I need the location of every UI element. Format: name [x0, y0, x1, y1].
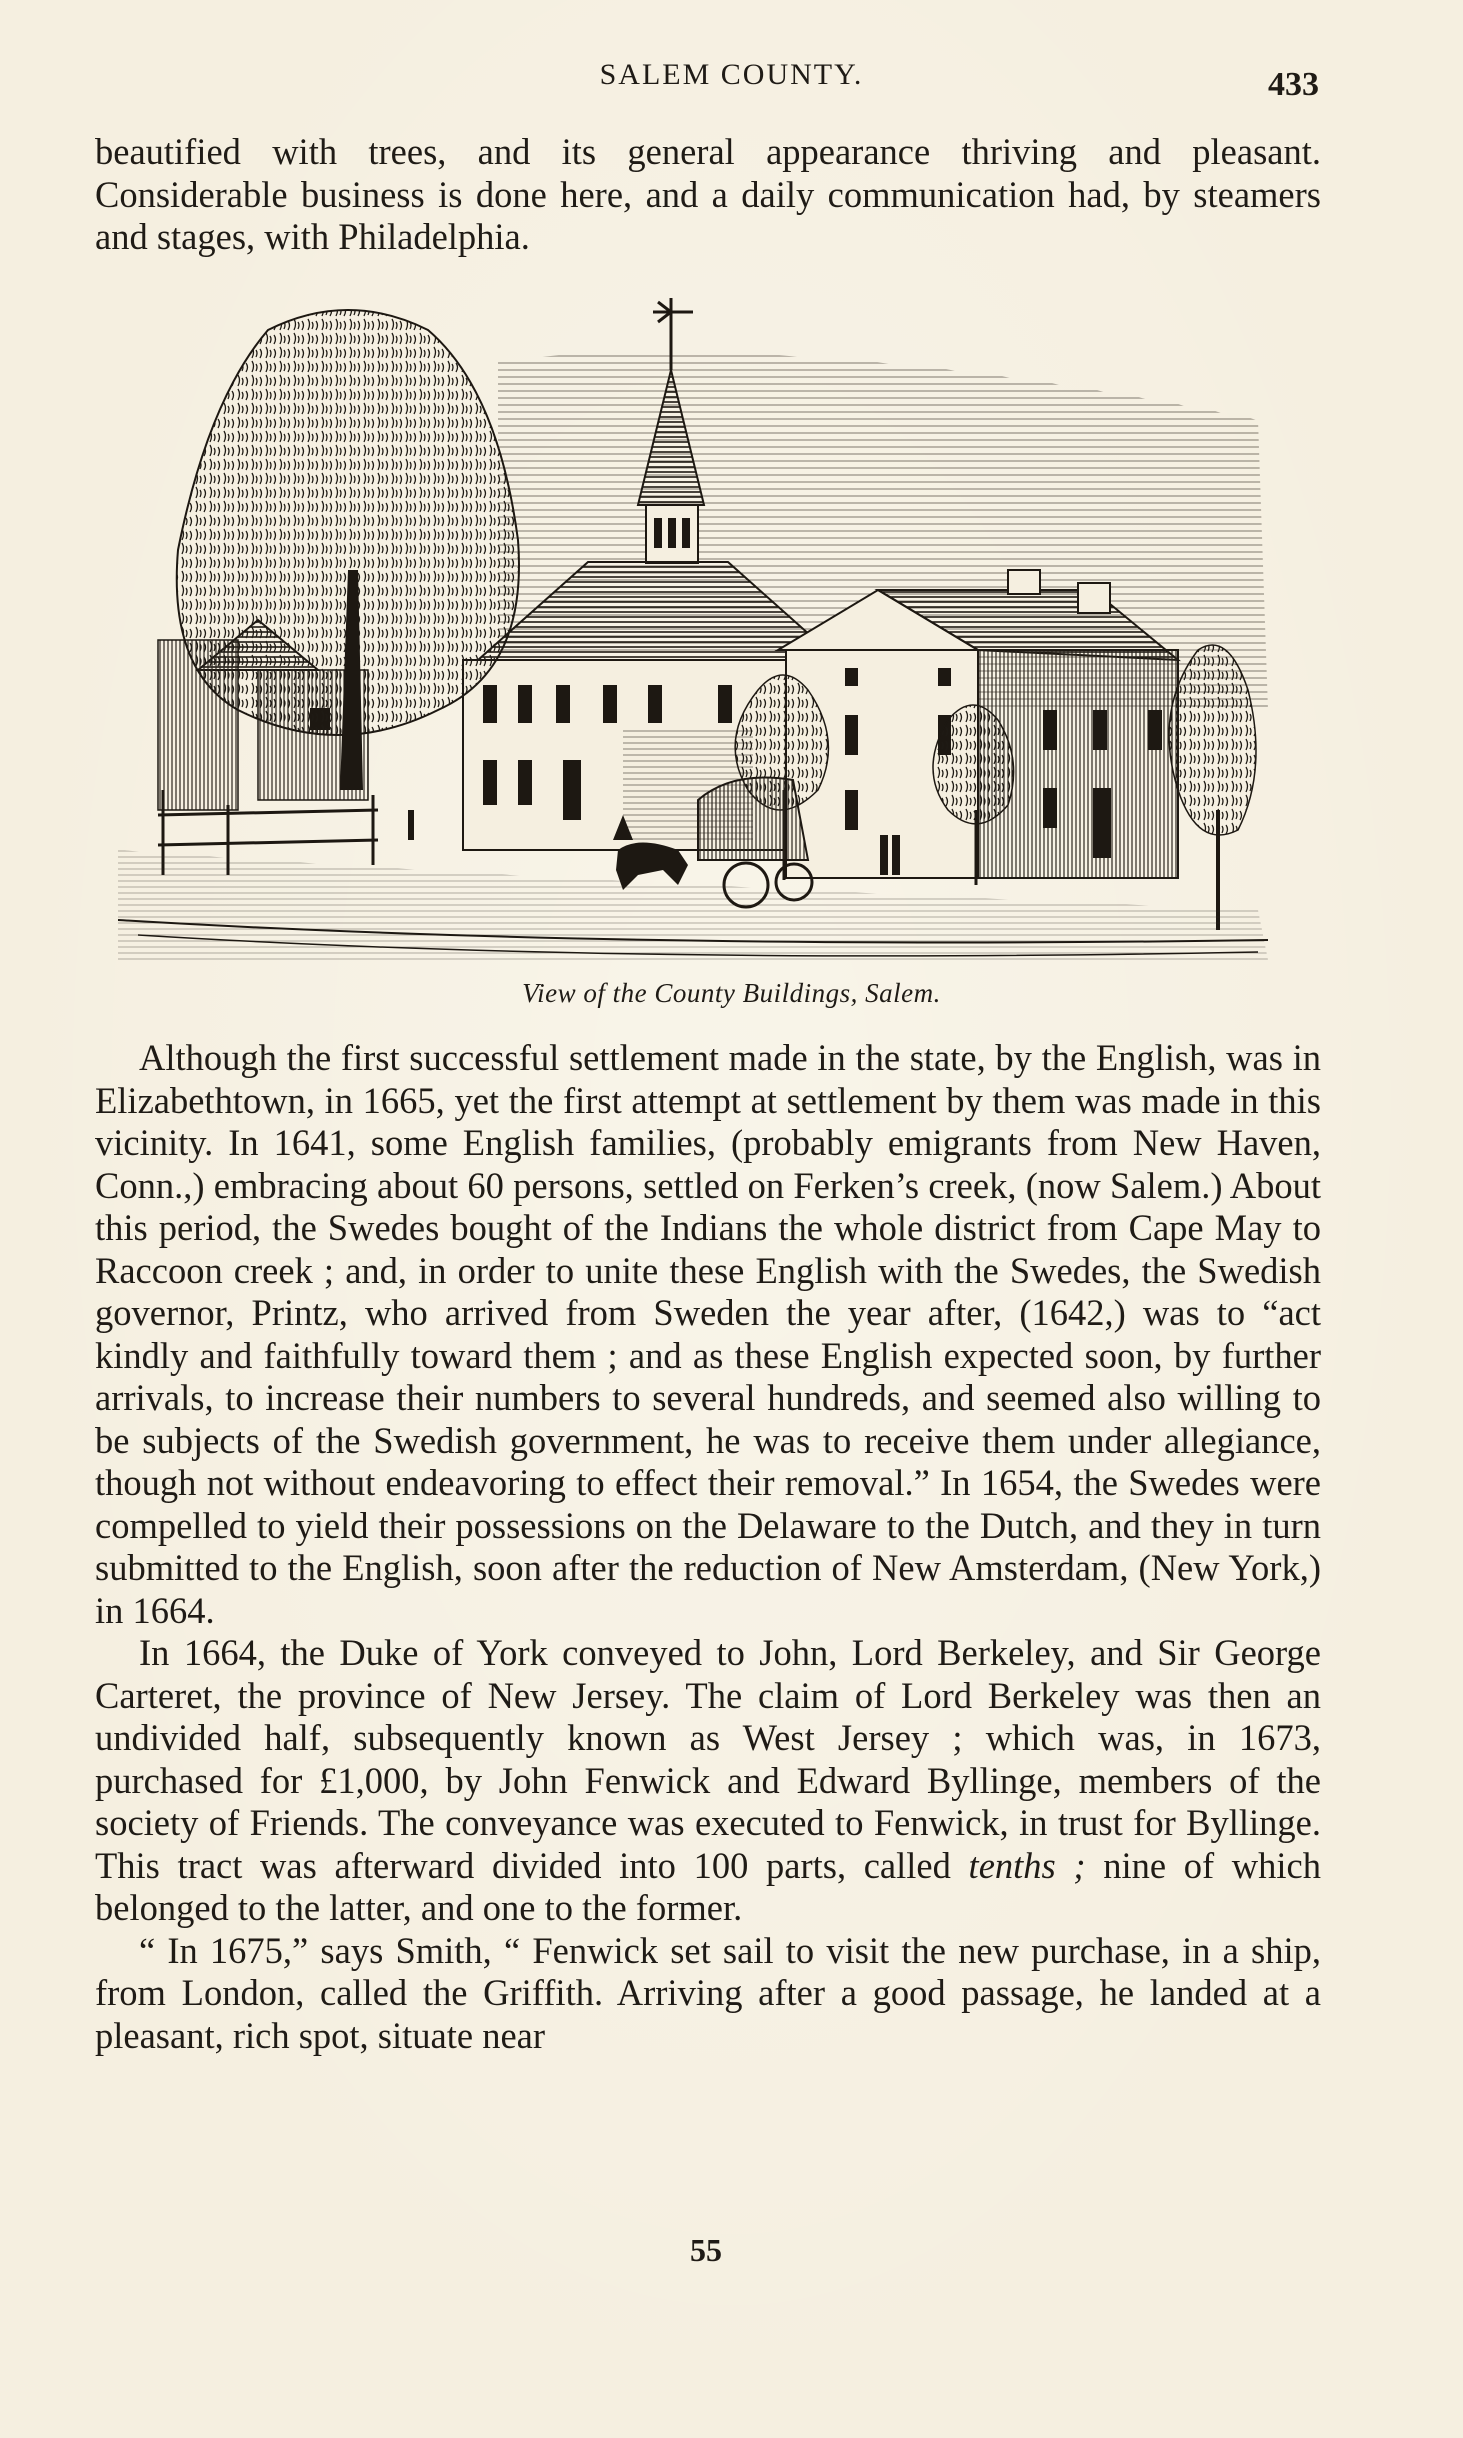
paragraph-duke-of-york	[95, 1632, 1321, 1930]
paragraph-continued: beautified with trees, and its general appearance thriving and pleasant. Considerable business is done here, and a daily communication had, by steamers and stages, with Philadelphia.	[95, 131, 1321, 257]
page-number: 433	[1268, 66, 1319, 103]
paragraph-duke-italic: tenths ;	[968, 1844, 1086, 1886]
paragraph-settlement: Although the first successful settlement made in the state, by the English, was in Elizabethtown, in 1665, yet the first attempt at settlement by them was made in this vicinity. In 1641, some English families, (probably emigrants from New Haven, Conn.,) embracing about 60 persons, settled on Ferken’s creek, (now Salem.) About this period, the Swedes bought of the Indians the whole district from Cape May to Raccoon creek ; and, in order to unite these English with the Swedes, the Swedish governor, Printz, who arrived from Sweden the year after, (1642,) was to “act kindly and faithfully toward them ; and as these English expected soon, by further arrivals, to increase their numbers to several hundreds, and seemed also willing to be subjects of the Swedish government, he was to receive them under allegiance, though not without endeavoring to effect their removal.” In 1654, the Swedes were compelled to yield their possessions on the Delaware to the Dutch, and they in turn submitted to the English, soon after the reduction of New Amsterdam, (New York,) in 1664.	[95, 1037, 1321, 1631]
opening-paragraph	[95, 131, 1321, 259]
body-text	[95, 1037, 1321, 2057]
paragraph-duke-text: In 1664, the Duke of York conveyed to John, Lord Berkeley, and Sir George Carteret, the province of New Jersey. The claim of Lord Berkeley was then an undivided half, subsequently known as West Jersey ; which was, in 1673, purchased for £1,000, by John Fenwick and Edward Byllinge, members of the society of Friends. The conveyance was executed to Fenwick, in trust for Byllinge. This tract was afterward divided into 100 parts, called	[95, 1632, 1321, 1886]
county-buildings-engraving	[118, 290, 1270, 960]
figure-caption: View of the County Buildings, Salem.	[522, 978, 941, 1008]
paragraph-fenwick: “ In 1675,” says Smith, “ Fenwick set sail to visit the new purchase, in a ship, from London, called the Griffith. Arriving after a good passage, he landed at a pleasant, rich spot, situate near	[95, 1929, 1321, 2056]
running-head: SALEM COUNTY.	[599, 58, 864, 91]
signature-mark: 55	[690, 2232, 722, 2268]
paragraph-duke-end: nine of which belonged to the latter, and one to the former.	[95, 1844, 1322, 1928]
